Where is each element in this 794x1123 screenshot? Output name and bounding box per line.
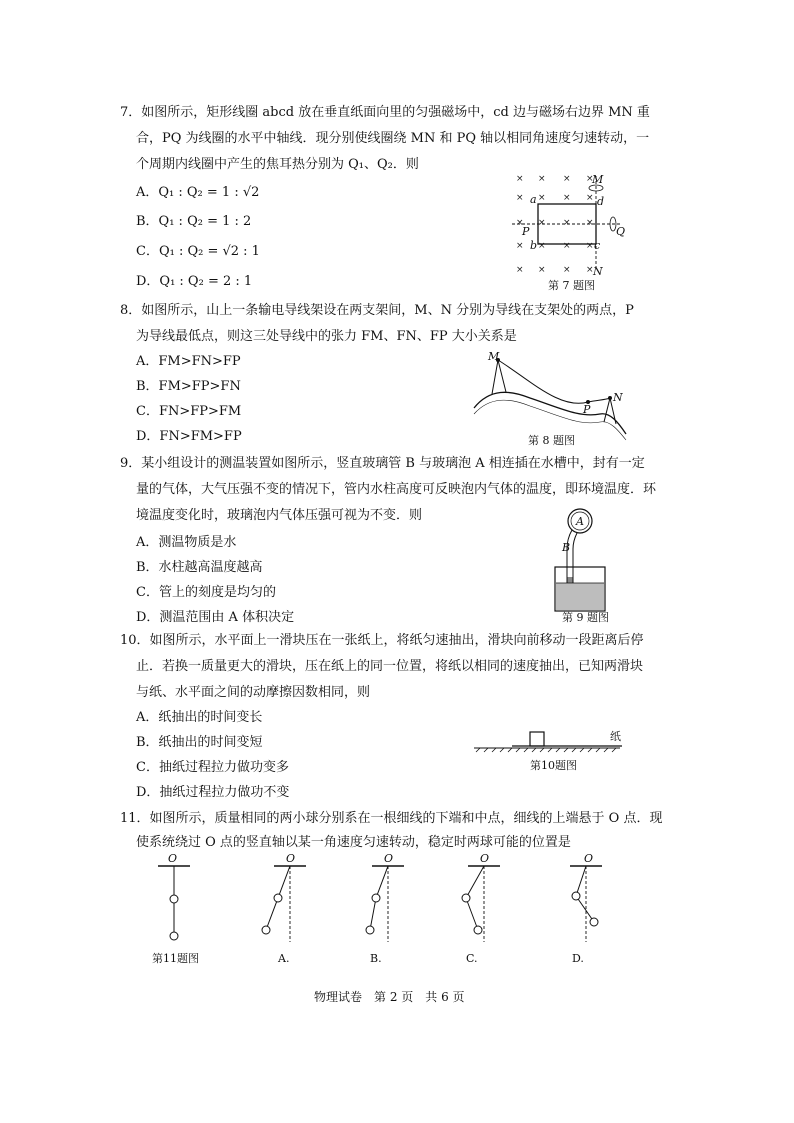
q7-label-p: P: [522, 225, 530, 238]
q11-figure-option-a: [254, 860, 314, 950]
q11-caption-a: A.: [278, 952, 290, 965]
q9-label-a: A: [576, 515, 584, 528]
q11-caption-c: C.: [466, 952, 478, 965]
q8-label-p: P: [583, 403, 591, 416]
svg-text:×: ×: [586, 265, 594, 275]
svg-text:×: ×: [586, 174, 594, 184]
q11-caption-d: D.: [572, 952, 584, 965]
q11-pivot-label-b: O: [384, 852, 394, 865]
svg-text:×: ×: [516, 193, 524, 203]
q7-line-2: 合，PQ 为线圈的水平中轴线．现分别使线圈绕 MN 和 PQ 轴以相同角速度匀速转动，一: [136, 131, 650, 146]
q8-option-c: C．FN>FP>FM: [136, 404, 242, 419]
q11-pivot-label-d: O: [584, 852, 594, 865]
q10-line-1: 10．如图所示，水平面上一滑块压在一张纸上，将纸匀速抽出，滑块向前移动一段距离后停: [120, 633, 644, 648]
svg-text:×: ×: [586, 193, 594, 203]
svg-text:×: ×: [516, 241, 524, 251]
q7-line-3: 个周期内线圈中产生的焦耳热分别为 Q₁、Q₂．则: [136, 157, 419, 172]
q8-label-n: N: [613, 391, 623, 404]
q10-figure: [472, 728, 632, 758]
q8-wire: [498, 360, 610, 403]
q9-option-c: C．管上的刻度是均匀的: [136, 585, 276, 600]
q7-figure: [508, 168, 638, 278]
q10-option-b: B．纸抽出的时间变短: [136, 735, 263, 750]
q8-option-b: B．FM>FP>FN: [136, 379, 241, 394]
q9-line-3: 境温度变化时，玻璃泡内气体压强可视为不变．则: [136, 508, 423, 523]
q10-option-c: C．抽纸过程拉力做功变多: [136, 760, 289, 775]
q10-label-paper: 纸: [610, 730, 621, 743]
q7-label-b: b: [530, 239, 538, 252]
q10-caption: 第10题图: [530, 759, 577, 772]
svg-text:×: ×: [563, 265, 571, 275]
q8-figure: [470, 350, 630, 440]
svg-text:×: ×: [538, 174, 546, 184]
page-footer: 物理试卷 第 2 页 共 6 页: [314, 990, 465, 1004]
svg-text:×: ×: [563, 174, 571, 184]
q7-caption: 第 7 题图: [548, 279, 595, 292]
svg-text:×: ×: [538, 218, 546, 228]
q7-option-a: A．Q₁ : Q₂ = 1 : √2: [136, 185, 260, 200]
q11-caption-fig: 第11题图: [152, 952, 199, 965]
q7-label-c: c: [594, 239, 601, 252]
svg-text:×: ×: [538, 241, 546, 251]
q8-option-a: A．FM>FN>FP: [136, 354, 241, 369]
svg-text:×: ×: [586, 218, 594, 228]
svg-text:×: ×: [516, 265, 524, 275]
q7-label-m: M: [592, 173, 604, 186]
q11-figure-option-d: [550, 860, 620, 950]
q8-line-1: 8．如图所示，山上一条输电导线架设在两支架间，M、N 分别为导线在支架处的两点，P: [120, 303, 634, 318]
q11-pivot-label-c: O: [480, 852, 490, 865]
q8-line-2: 为导线最低点，则这三处导线中的张力 FM、FN、FP 大小关系是: [136, 329, 517, 344]
q11-figure-original: [144, 860, 204, 950]
q10-option-d: D．抽纸过程拉力做功不变: [136, 785, 290, 800]
q11-line-1: 11．如图所示，质量相同的两小球分别系在一根细线的下端和中点，细线的上端悬于 O 点．现: [120, 811, 663, 826]
q7-option-b: B．Q₁ : Q₂ = 1 : 2: [136, 214, 252, 229]
q11-pivot-label-fig: O: [168, 852, 178, 865]
q7-label-a: a: [530, 193, 537, 206]
svg-text:×: ×: [516, 218, 524, 228]
q9-label-b: B: [562, 541, 571, 554]
q11-figure-option-b: [352, 860, 412, 950]
q9-line-1: 9．某小组设计的测温装置如图所示，竖直玻璃管 B 与玻璃泡 A 相连插在水槽中，封有一定: [120, 456, 645, 471]
q8-caption: 第 8 题图: [528, 434, 575, 447]
svg-text:×: ×: [563, 218, 571, 228]
q7-line-1: 7．如图所示，矩形线圈 abcd 放在垂直纸面向里的匀强磁场中，cd 边与磁场右边界 MN 重: [120, 105, 650, 120]
svg-text:×: ×: [538, 193, 546, 203]
q11-pivot-label-a: O: [286, 852, 296, 865]
svg-text:×: ×: [538, 265, 546, 275]
q7-option-c: C．Q₁ : Q₂ = √2 : 1: [136, 244, 260, 259]
q8-label-m: M: [488, 350, 500, 363]
q9-line-2: 量的气体，大气压强不变的情况下，管内水柱高度可反映泡内气体的温度，即环境温度．环: [136, 482, 657, 497]
svg-text:×: ×: [586, 241, 594, 251]
q11-caption-b: B.: [370, 952, 382, 965]
q7-label-d: d: [597, 195, 605, 208]
q10-option-a: A．纸抽出的时间变长: [136, 710, 263, 725]
q10-block: [530, 732, 544, 746]
q7-label-n: N: [593, 265, 603, 278]
q10-line-3: 与纸、水平面之间的动摩擦因数相同，则: [136, 685, 371, 700]
q7-label-q: Q: [616, 225, 626, 238]
q7-option-d: D．Q₁ : Q₂ = 2 : 1: [136, 274, 253, 289]
q9-option-b: B．水柱越高温度越高: [136, 560, 263, 575]
q11-line-2: 使系统绕过 O 点的竖直轴以某一角速度匀速转动，稳定时两球可能的位置是: [136, 835, 571, 850]
svg-text:×: ×: [563, 193, 571, 203]
q11-figure-option-c: [448, 860, 508, 950]
svg-text:×: ×: [516, 174, 524, 184]
q9-option-a: A．测温物质是水: [136, 535, 237, 550]
svg-text:×: ×: [563, 241, 571, 251]
q10-line-2: 止．若换一质量更大的滑块，压在纸上的同一位置，将纸以相同的速度抽出，已知两滑块: [136, 659, 644, 674]
q9-caption: 第 9 题图: [562, 611, 609, 624]
q9-option-d: D．测温范围由 A 体积决定: [136, 610, 295, 625]
q8-option-d: D．FN>FM>FP: [136, 429, 242, 444]
